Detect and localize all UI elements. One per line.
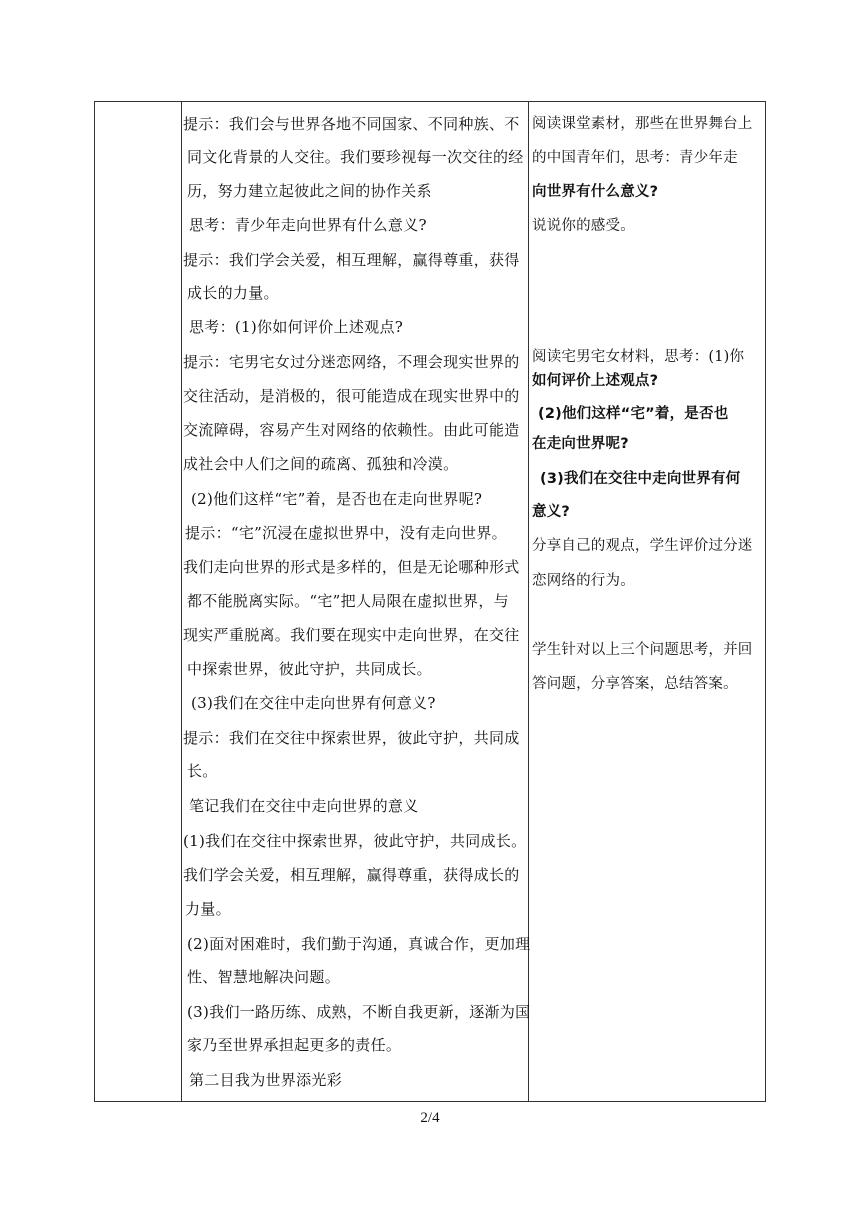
text-line: 意义?	[532, 504, 571, 520]
text-line: 思考：(1)你如何评价上述观点?	[189, 318, 404, 336]
text-line: (3)我们一路历练、成熟，不断自我更新，逐渐为国	[187, 1003, 531, 1021]
text-line: 都不能脱离实际。“宅”把人局限在虚拟世界，与	[187, 592, 509, 610]
text-line: 提示：“宅”沉浸在虚拟世界中，没有走向世界。	[185, 524, 507, 542]
text-line: 向世界有什么意义?	[532, 184, 659, 200]
text-line: 现实严重脱离。我们要在现实中走向世界，在交往	[183, 626, 520, 644]
text-line: (2)面对困难时，我们勤于沟通，真诚合作，更加理	[187, 935, 531, 953]
text-line: 的中国青年们，思考：青少年走	[532, 150, 738, 166]
text-line: (1)我们在交往中探索世界，彼此守护，共同成长。	[183, 832, 527, 850]
text-line: 阅读宅男宅女材料，思考：(1)你	[532, 349, 745, 365]
text-line: 思考：青少年走向世界有什么意义?	[189, 216, 427, 234]
text-line: (2)他们这样“宅”着，是否也在走向世界呢?	[191, 490, 483, 508]
text-line: 阅读课堂素材，那些在世界舞台上	[532, 116, 753, 132]
text-line: 提示：我们会与世界各地不同国家、不同种族、不	[183, 115, 520, 133]
text-line: (2)他们这样“宅”着，是否也	[538, 406, 729, 422]
text-line: 中探索世界，彼此守护，共同成长。	[187, 660, 432, 678]
text-line: 恋网络的行为。	[532, 573, 635, 589]
text-line: 答问题，分享答案，总结答案。	[532, 676, 738, 692]
text-line: 成长的力量。	[187, 284, 279, 302]
text-line: 交往活动，是消极的，很可能造成在现实世界中的	[183, 387, 520, 405]
text-line: (3)我们在交往中走向世界有何	[540, 471, 741, 487]
text-line: 分享自己的观点，学生评价过分迷	[532, 538, 753, 554]
text-line: 提示：我们学会关爱，相互理解，赢得尊重，获得	[183, 251, 520, 269]
text-line: 我们走向世界的形式是多样的，但是无论哪种形式	[183, 558, 520, 576]
text-line: 我们学会关爱，相互理解，赢得尊重，获得成长的	[183, 866, 520, 884]
text-line: 历，努力建立起彼此之间的协作关系	[187, 182, 432, 200]
text-line: 提示：我们在交往中探索世界，彼此守护，共同成	[183, 729, 520, 747]
text-line: 交流障碍，容易产生对网络的依赖性。由此可能造	[183, 421, 520, 439]
text-line: 在走向世界呢?	[532, 436, 629, 452]
text-line: 家乃至世界承担起更多的责任。	[187, 1036, 402, 1054]
text-line: 性、智慧地解决问题。	[187, 968, 341, 986]
text-line: 成社会中人们之间的疏离、孤独和冷漠。	[183, 455, 459, 473]
text-line: (3)我们在交往中走向世界有何意义?	[191, 694, 436, 712]
text-line: 说说你的感受。	[532, 218, 635, 234]
text-line: 长。	[187, 762, 218, 780]
text-line: 笔记我们在交往中走向世界的意义	[189, 797, 419, 815]
lesson-table	[94, 101, 766, 1102]
text-line: 学生针对以上三个问题思考，并回	[532, 642, 753, 658]
text-line: 力量。	[185, 900, 231, 918]
text-line: 第二目我为世界添光彩	[189, 1071, 343, 1089]
column-divider	[181, 102, 182, 1101]
page-number: 2/4	[420, 1110, 440, 1126]
text-line: 提示：宅男宅女过分迷恋网络，不理会现实世界的	[183, 353, 520, 371]
text-line: 如何评价上述观点?	[532, 373, 659, 389]
text-line: 同文化背景的人交往。我们要珍视每一次交往的经	[187, 148, 524, 166]
